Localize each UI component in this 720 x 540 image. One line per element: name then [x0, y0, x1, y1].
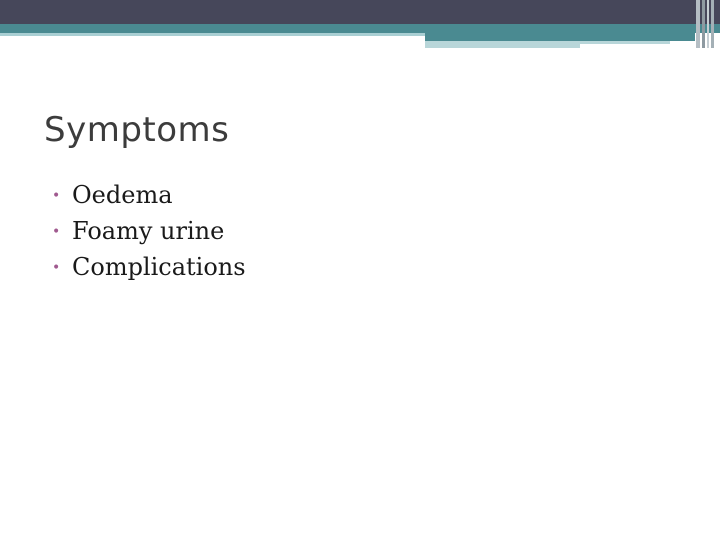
header-step-bar-small — [425, 44, 580, 48]
bullet-dot-icon: • — [52, 224, 61, 240]
header-banner-dark — [0, 0, 720, 24]
bullet-list — [52, 181, 246, 289]
bullet-text: Foamy urine — [72, 217, 225, 245]
bullet-item — [52, 181, 246, 217]
bullet-text: Oedema — [72, 181, 173, 209]
slide-title: Symptoms — [44, 110, 230, 150]
bullet-item — [52, 217, 246, 253]
bullet-text: Complications — [72, 253, 246, 281]
header-accent-line — [0, 33, 425, 36]
header-banner-teal — [0, 24, 720, 33]
bullet-dot-icon: • — [52, 188, 61, 204]
bullet-item — [52, 253, 246, 289]
header-corner-stripes — [696, 0, 720, 48]
bullet-dot-icon: • — [52, 260, 61, 276]
header-step-bar — [425, 33, 695, 41]
